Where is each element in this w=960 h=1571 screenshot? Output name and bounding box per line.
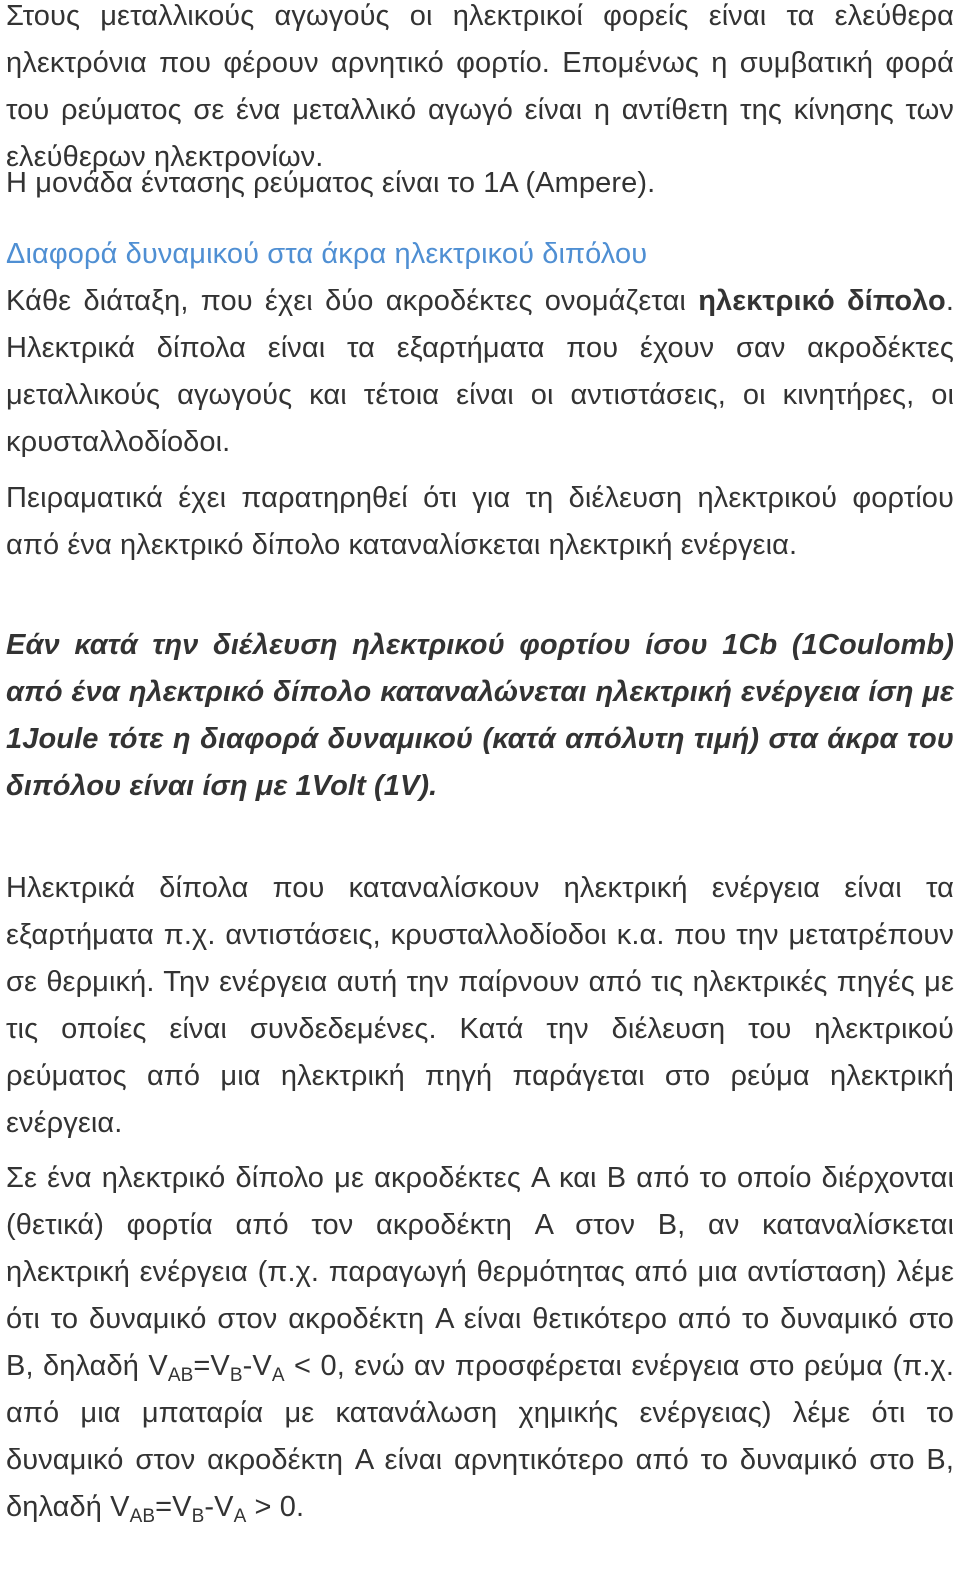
subscript-ab-2: AB [129,1506,156,1527]
dipole-term-bold: ηλεκτρικό δίπολο [698,285,946,317]
potential-text-c: -V [242,1350,272,1382]
dipole-text-end: . Ηλεκτρικά δίπολα είναι τα εξαρτήματα που έχουν σαν ακροδέκτες μεταλλικούς αγωγούς και τέτοια είναι οι αντιστάσεις, οι κινητήρες, οι κρυσταλλοδίοδοι. [6,285,955,458]
paragraph-consuming-dipoles: Ηλεκτρικά δίπολα που καταναλίσκουν ηλεκτρική ενέργεια είναι τα εξαρτήματα π.χ. αντιστάσεις, κρυσταλλοδίοδοι κ.α. που την μετατρέπουν σε θερμική. Την ενέργεια αυτή την παίρνουν από τις ηλεκτρικές πηγές με τις οποίες είναι συνδεδεμένες. Κατά την διέλευση του ηλεκτρικού ρεύματος από μια ηλεκτρική πηγή παράγεται στο ρεύμα ηλεκτρική ενέργεια. [6,872,954,1139]
potential-text-d: < 0, ενώ αν προσφέρεται ενέργεια στο ρεύμα (π.χ. από μια μπαταρία με κατανάλωση χημικής ενέργειας) λέμε ότι το δυναμικό στον ακροδέκτη A είναι αρνητικότερο από το δυναμικό στο B, δηλαδή V [6,1350,954,1523]
potential-text-f: -V [204,1491,234,1523]
paragraph-volt-definition: Εάν κατά την διέλευση ηλεκτρικού φορτίου ίσου 1Cb (1Coulomb) από ένα ηλεκτρικό δίπολο καταναλώνεται ηλεκτρική ενέργεια ίση με 1Joule τότε η διαφορά δυναμικού (κατά απόλυτη τιμή) στα άκρα του διπόλου είναι ίση με 1Volt (1V). [6,629,954,802]
subscript-a-1: A [271,1365,285,1386]
potential-text-e: =V [155,1491,192,1523]
dipole-text-start: Κάθε διάταξη, που έχει δύο ακροδέκτες ονομάζεται [6,285,699,317]
subscript-a-2: A [233,1506,247,1527]
section-heading-potential-difference: Διαφορά δυναμικού στα άκρα ηλεκτρικού διπόλου [6,238,648,270]
potential-text-g: > 0. [246,1491,305,1523]
paragraph-electric-dipole [6,278,954,466]
paragraph-potential-sign [6,1155,954,1531]
paragraph-current-unit: Η μονάδα έντασης ρεύματος είναι το 1A (Ampere). [6,167,656,199]
paragraph-free-electrons: Στους μεταλλικούς αγωγούς οι ηλεκτρικοί φορείς είναι τα ελεύθερα ηλεκτρόνια που φέρουν αρνητικό φορτίο. Επομένως η συμβατική φορά του ρεύματος σε ένα μεταλλικό αγωγό είναι η αντίθετη της κίνησης των ελεύθερων ηλεκτρονίων. [6,0,954,173]
subscript-ab-1: AB [167,1365,194,1386]
subscript-b-2: B [191,1506,205,1527]
paragraph-energy-consumption: Πειραματικά έχει παρατηρηθεί ότι για τη διέλευση ηλεκτρικού φορτίου από ένα ηλεκτρικό δίπολο καταναλίσκεται ηλεκτρική ενέργεια. [6,482,954,561]
subscript-b-1: B [229,1365,243,1386]
potential-text-b: =V [193,1350,230,1382]
potential-text-a: Σε ένα ηλεκτρικό δίπολο με ακροδέκτες A και B από το οποίο διέρχονται (θετικά) φορτία από τον ακροδέκτη A στον B, αν καταναλίσκεται ηλεκτρική ενέργεια (π.χ. παραγωγή θερμότητας από μια αντίσταση) λέμε ότι το δυναμικό στον ακροδέκτη A είναι θετικότερο από το δυναμικό στο B, δηλαδή V [6,1162,954,1382]
